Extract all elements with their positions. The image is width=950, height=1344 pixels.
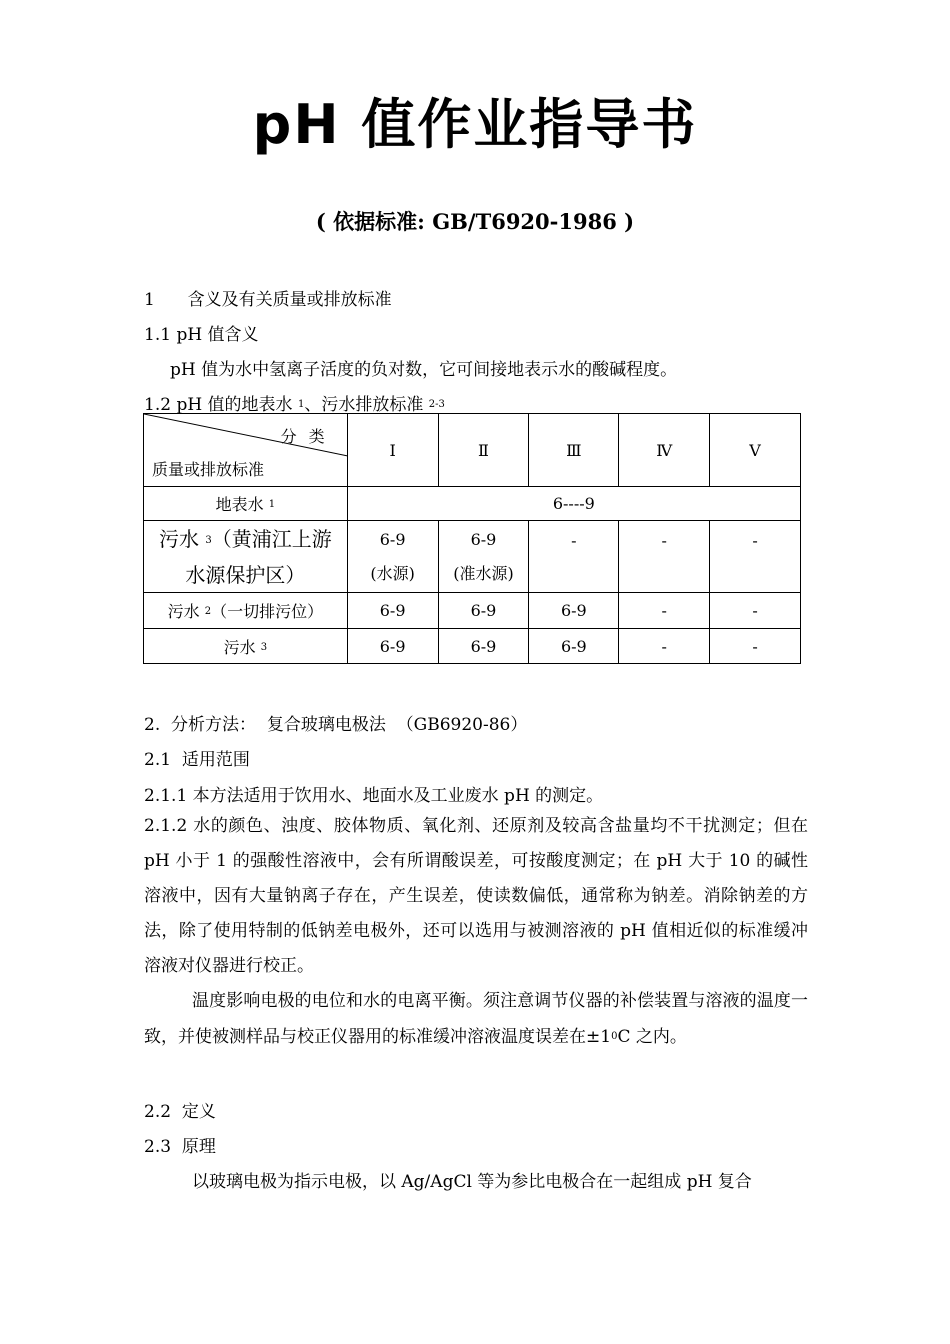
column-header: Ⅳ bbox=[619, 414, 710, 487]
table-cell bbox=[347, 521, 438, 593]
table-header-row bbox=[144, 414, 801, 487]
cell-value: 6-9 bbox=[470, 529, 497, 549]
table-cell: - bbox=[619, 521, 710, 593]
table-cell: - bbox=[710, 593, 801, 629]
section-1-1-text: pH 值为水中氢离子活度的负对数，它可间接地表示水的酸碱程度。 bbox=[170, 360, 678, 380]
section-2-1-heading: 2.1 适用范围 bbox=[144, 750, 250, 770]
table-cell: - bbox=[710, 629, 801, 664]
section-2-1-1-text: 2.1.1 本方法适用于饮用水、地面水及工业废水 pH 的测定。 bbox=[144, 786, 604, 806]
table-cell: 6-9 bbox=[347, 593, 438, 629]
row-label-text: 污水 bbox=[158, 526, 206, 551]
table-cell: 6-9 bbox=[438, 593, 529, 629]
page-subtitle: ( 依据标准: GB/T6920-1986 ) bbox=[315, 209, 635, 234]
row-label-ref: 1 bbox=[268, 499, 276, 510]
row-label bbox=[144, 521, 348, 593]
row-label-text: （黄浦江上游 bbox=[211, 526, 332, 551]
cell-note: (准水源) bbox=[453, 563, 514, 583]
table-cell: 6-9 bbox=[438, 629, 529, 664]
standards-table bbox=[143, 413, 801, 664]
s1-2-ref-2: 2-3 bbox=[428, 399, 445, 410]
page-title: pH 值作业指导书 bbox=[252, 93, 698, 156]
table-cell: 6-9 bbox=[529, 629, 619, 664]
s1-2-heading-b: 、污水排放标准 bbox=[304, 395, 429, 415]
row-label bbox=[144, 593, 348, 629]
table-cell: - bbox=[619, 629, 710, 664]
row-label-text: （一切排污位） bbox=[211, 602, 324, 621]
row-label-ref: 3 bbox=[205, 534, 212, 546]
section-1-heading bbox=[144, 285, 392, 310]
table-cell: 6-9 bbox=[347, 629, 438, 664]
temperature-paragraph bbox=[144, 984, 808, 1055]
corner-standard-label: 质量或排放标准 bbox=[152, 460, 265, 479]
section-2-2-heading: 2.2 定义 bbox=[144, 1102, 216, 1122]
section-1-title: 含义及有关质量或排放标准 bbox=[187, 290, 392, 310]
row-label-ref: 2 bbox=[204, 606, 212, 617]
column-header: Ⅰ bbox=[347, 414, 438, 487]
s1-2-heading-a: 1.2 pH 值的地表水 bbox=[144, 395, 298, 415]
row-label-ref: 3 bbox=[260, 641, 268, 653]
column-header: Ⅲ bbox=[529, 414, 619, 487]
table-cell: - bbox=[619, 593, 710, 629]
table-cell: 6----9 bbox=[347, 487, 800, 521]
row-label-text: 污水 bbox=[223, 637, 261, 657]
section-2-heading: 2. 分析方法： 复合玻璃电极法 （GB6920-86） bbox=[144, 715, 528, 735]
row-label-text: 水源保护区） bbox=[185, 562, 306, 587]
table-row bbox=[144, 521, 801, 593]
table-cell: 6-9 bbox=[529, 593, 619, 629]
row-label-text: 污水 bbox=[167, 602, 205, 621]
table-row bbox=[144, 629, 801, 664]
section-1-number: 1 bbox=[144, 290, 155, 310]
row-label bbox=[144, 629, 348, 664]
cell-value: 6-9 bbox=[379, 529, 406, 549]
table-row bbox=[144, 487, 801, 521]
section-1-1-heading: 1.1 pH 值含义 bbox=[144, 325, 259, 345]
table-cell: - bbox=[710, 521, 801, 593]
section-2-1-2-text: 2.1.2 水的颜色、浊度、胶体物质、氧化剂、还原剂及较高含盐量均不干扰测定；但在 pH 小于 1 的强酸性溶液中，会有所谓酸误差，可按酸度测定；在 pH 大于 10 的碱性溶液中，因有大量钠离子存在，产生误差，使读数偏低，通常称为钠差。消除钠差的方法，除了使用特制的低钠差电极外，还可以选用与被测溶液的 pH 值相近似的标准缓冲溶液对仪器进行校正。 bbox=[144, 816, 808, 976]
column-header: Ⅴ bbox=[710, 414, 801, 487]
section-2-3-heading: 2.3 原理 bbox=[144, 1137, 216, 1157]
section-1-2-heading bbox=[144, 390, 445, 415]
table-cell: - bbox=[529, 521, 619, 593]
table-corner-cell bbox=[144, 414, 348, 487]
temperature-degree: 0 bbox=[611, 1031, 618, 1042]
cell-note: (水源) bbox=[370, 563, 415, 583]
table-row bbox=[144, 593, 801, 629]
temperature-text-a: 温度影响电极的电位和水的电离平衡。须注意调节仪器的补偿装置与溶液的温度一致，并使被测样品与校正仪器用的标准缓冲溶液温度误差在±1 bbox=[144, 991, 808, 1047]
row-label-text: 地表水 bbox=[215, 495, 269, 514]
row-label bbox=[144, 487, 348, 521]
principle-text: 以玻璃电极为指示电极，以 Ag/AgCl 等为参比电极合在一起组成 pH 复合 bbox=[192, 1172, 752, 1192]
table-cell bbox=[438, 521, 529, 593]
column-header: Ⅱ bbox=[438, 414, 529, 487]
temperature-text-b: C 之内。 bbox=[617, 1027, 687, 1047]
corner-category-label: 分类 bbox=[280, 427, 337, 446]
s1-2-ref-1: 1 bbox=[297, 399, 305, 410]
